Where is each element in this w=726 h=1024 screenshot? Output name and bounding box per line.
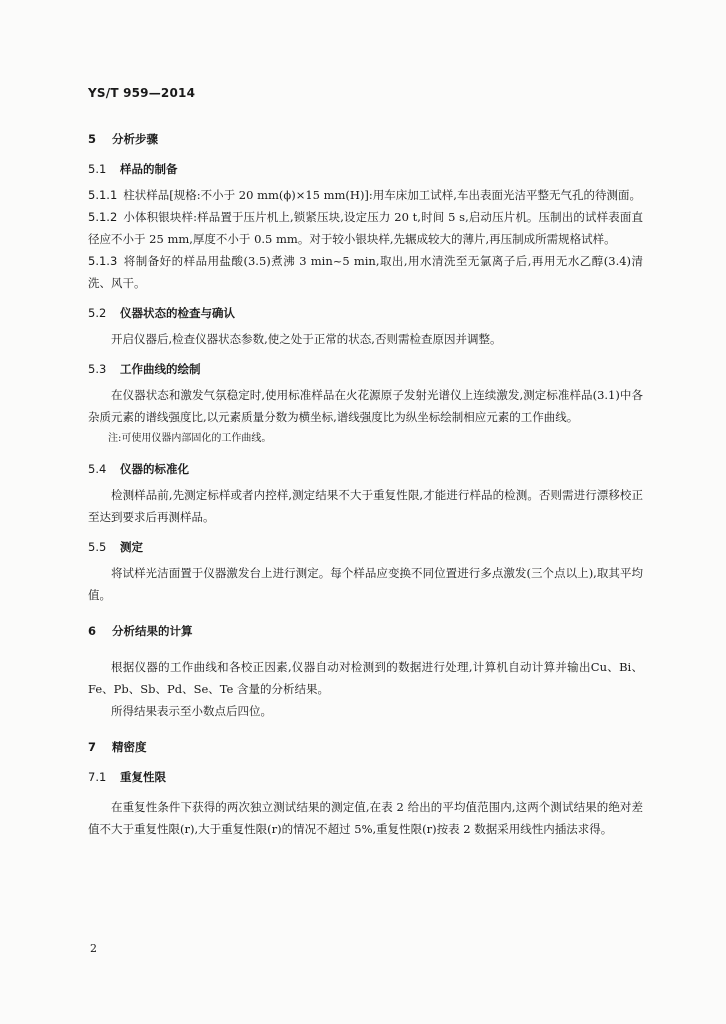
section-6-text-1: 根据仪器的工作曲线和各校正因素,仪器自动对检测到的数据进行处理,计算机自动计算并输出Cu、Bi、Fe、Pb、Sb、Pd、Se、Te 含量的分析结果。 xyxy=(88,660,643,696)
section-number: 5 xyxy=(88,132,97,146)
section-5-2-heading xyxy=(88,302,643,324)
section-5-3-heading xyxy=(88,358,643,380)
section-5-3-text: 在仪器状态和激发气氛稳定时,使用标准样品在火花源原子发射光谱仪上连续激发,测定标准样品(3.1)中各杂质元素的谱线强度比,以元素质量分数为横坐标,谱线强度比为纵坐标绘制相应元素的工作曲线。 xyxy=(88,388,643,424)
document-body xyxy=(88,128,643,840)
section-6-text-2: 所得结果表示至小数点后四位。 xyxy=(111,704,272,718)
section-5-5-heading xyxy=(88,536,643,558)
section-title: 分析结果的计算 xyxy=(112,624,193,638)
section-number: 7 xyxy=(88,740,97,754)
section-title: 分析步骤 xyxy=(112,132,158,146)
section-number: 5.5 xyxy=(88,540,107,554)
section-title: 精密度 xyxy=(112,740,147,754)
section-title: 样品的制备 xyxy=(120,162,178,176)
section-number: 7.1 xyxy=(88,770,107,784)
clause-number: 5.1.1 xyxy=(88,188,118,202)
section-5-2-text: 开启仪器后,检查仪器状态参数,使之处于正常的状态,否则需检查原因并调整。 xyxy=(111,332,502,346)
section-title: 仪器的标准化 xyxy=(120,462,189,476)
section-number: 5.1 xyxy=(88,162,107,176)
page-number: 2 xyxy=(90,942,97,955)
section-6-heading xyxy=(88,620,643,642)
clause-text: 柱状样品[规格:不小于 20 mm(ϕ)×15 mm(H)]:用车床加工试样,车出表面光洁平整无气孔的待测面。 xyxy=(123,188,641,202)
section-title: 工作曲线的绘制 xyxy=(120,362,201,376)
clause-5-1-1 xyxy=(88,184,643,206)
clause-number: 5.1.2 xyxy=(88,210,118,224)
standard-code-header: YS/T 959—2014 xyxy=(88,86,196,100)
section-5-5-text: 将试样光洁面置于仪器激发台上进行测定。每个样品应变换不同位置进行多点激发(三个点以上),取其平均值。 xyxy=(88,566,643,602)
section-7-heading xyxy=(88,736,643,758)
section-7-1-text: 在重复性条件下获得的两次独立测试结果的测定值,在表 2 给出的平均值范围内,这两个测试结果的绝对差值不大于重复性限(r),大于重复性限(r)的情况不超过 5%,重复性限(r)按表 2 数据采用线性内插法求得。 xyxy=(88,800,643,836)
section-number: 5.4 xyxy=(88,462,107,476)
clause-text: 小体积银块样:样品置于压片机上,锁紧压块,设定压力 20 t,时间 5 s,启动压片机。压制出的试样表面直径应不小于 25 mm,厚度不小于 0.5 mm。对于较小银块样,先辗成较大的薄片,再压制成所需规格试样。 xyxy=(88,210,643,246)
section-title: 重复性限 xyxy=(120,770,166,784)
section-number: 5.2 xyxy=(88,306,107,320)
section-5-heading xyxy=(88,128,643,150)
section-number: 5.3 xyxy=(88,362,107,376)
clause-text: 将制备好的样品用盐酸(3.5)煮沸 3 min~5 min,取出,用水清洗至无氯离子后,再用无水乙醇(3.4)清洗、风干。 xyxy=(88,254,643,290)
section-number: 6 xyxy=(88,624,97,638)
section-5-4-text: 检测样品前,先测定标样或者内控样,测定结果不大于重复性限,才能进行样品的检测。否则需进行漂移校正至达到要求后再测样品。 xyxy=(88,488,643,524)
section-title: 仪器状态的检查与确认 xyxy=(120,306,235,320)
section-5-1-heading xyxy=(88,158,643,180)
section-5-4-heading xyxy=(88,458,643,480)
section-7-1-heading xyxy=(88,766,643,788)
section-title: 测定 xyxy=(120,540,143,554)
section-5-3-note: 注:可使用仪器内部固化的工作曲线。 xyxy=(108,433,272,444)
clause-number: 5.1.3 xyxy=(88,254,118,268)
clause-5-1-3 xyxy=(88,250,643,294)
clause-5-1-2 xyxy=(88,206,643,250)
